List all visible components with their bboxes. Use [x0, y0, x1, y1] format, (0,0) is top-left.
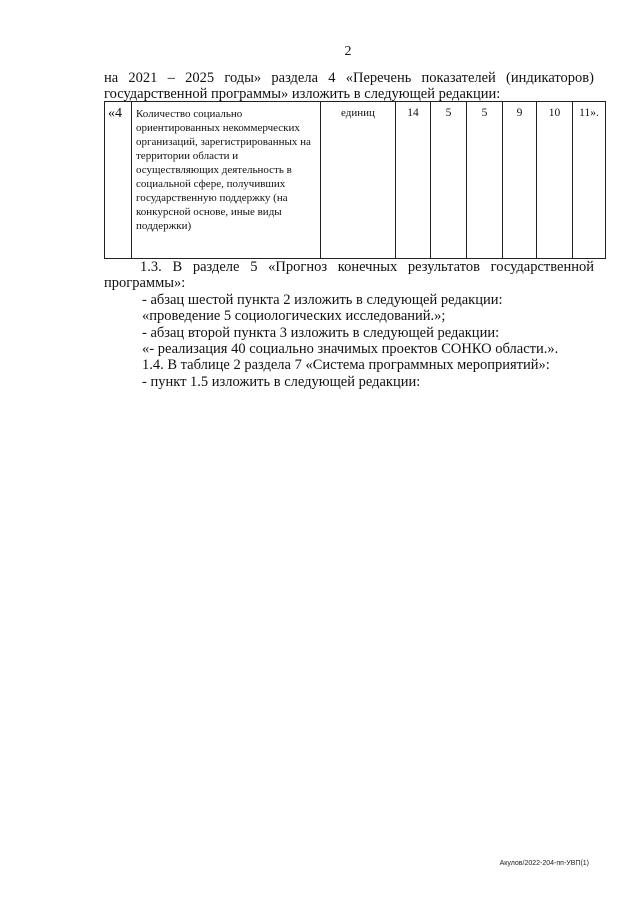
- intro-text: на 2021 – 2025 годы» раздела 4 «Перечень показателей (индикаторов) государственной программы» изложить в следующей редакции:: [104, 70, 594, 102]
- value-cell: 5: [467, 102, 503, 259]
- value-cell: 9: [503, 102, 537, 259]
- paragraph-section-1-3: 1.3. В разделе 5 «Прогноз конечных результатов государственной программы»:: [104, 259, 594, 292]
- value-cell: 14: [396, 102, 431, 259]
- indicators-table: [104, 101, 606, 259]
- paragraph-item: - абзац шестой пункта 2 изложить в следующей редакции:: [142, 291, 503, 308]
- indicator-name: Количество социально ориентированных некоммерческих организаций, зарегистрированных на территории области и осуществляющих деятельность в социальной сфере, получивших государственную поддержку (на конкурсной основе, иные виды поддержки): [132, 102, 321, 259]
- page-number: 2: [344, 44, 352, 59]
- row-index: «4: [105, 102, 132, 259]
- value-cell: 11».: [573, 102, 606, 259]
- paragraph-item: - пункт 1.5 изложить в следующей редакции:: [142, 373, 421, 390]
- document-code: Акулов/2022-204-пп-УВП(1): [499, 860, 589, 867]
- paragraph-item: «- реализация 40 социально значимых проектов СОНКО области.».: [142, 341, 559, 358]
- table-row: [105, 102, 606, 259]
- unit-cell: единиц: [321, 102, 396, 259]
- paragraph-item: «проведение 5 социологических исследований.»;: [142, 308, 446, 325]
- value-cell: 5: [431, 102, 467, 259]
- value-cell: 10: [537, 102, 573, 259]
- paragraph-section-1-4: 1.4. В таблице 2 раздела 7 «Система программных мероприятий»:: [142, 357, 550, 374]
- body-paragraphs: [104, 259, 594, 390]
- paragraph-item: - абзац второй пункта 3 изложить в следующей редакции:: [142, 324, 500, 341]
